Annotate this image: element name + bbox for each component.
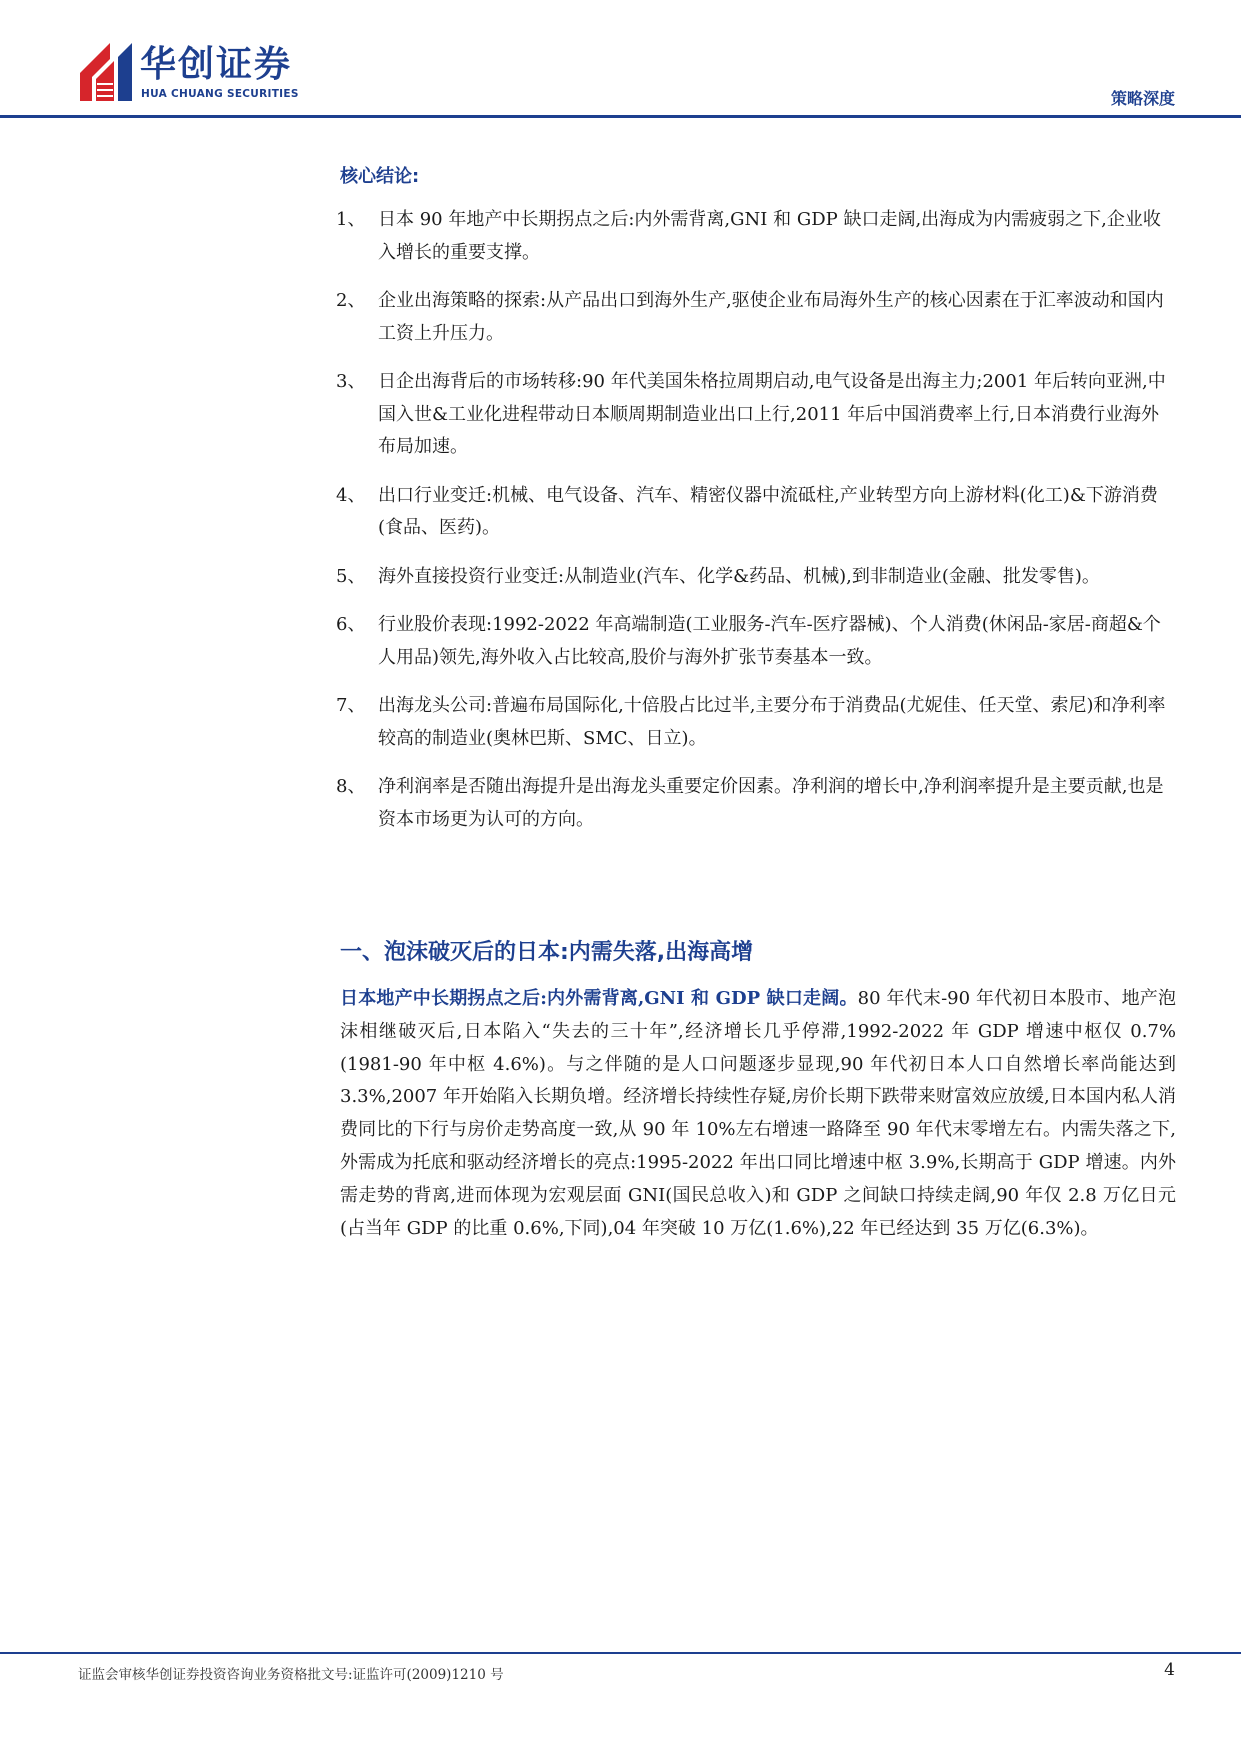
conclusion-item (336, 480, 1176, 545)
conclusion-text: 行业股价表现:1992-2022 年高端制造(工业服务-汽车-医疗器械)、个人消费(休闲品-家居-商超&个人用品)领先,海外收入占比较高,股价与海外扩张节奏基本一致。 (378, 614, 1161, 668)
conclusion-text: 净利润率是否随出海提升是出海龙头重要定价因素。净利润的增长中,净利润率提升是主要贡献,也是资本市场更为认可的方向。 (378, 776, 1164, 830)
conclusion-item (336, 285, 1176, 350)
conclusion-number: 6、 (336, 614, 366, 635)
report-type-label: 策略深度 (1110, 89, 1175, 108)
conclusion-item (336, 561, 1176, 594)
conclusion-number: 8、 (336, 776, 366, 797)
section-heading: 一、泡沫破灭后的日本:内需失落,出海高增 (340, 940, 754, 965)
company-logo-icon (80, 43, 136, 101)
core-conclusions-title: 核心结论: (340, 166, 420, 187)
conclusion-item (336, 204, 1176, 269)
conclusion-number: 3、 (336, 371, 366, 392)
conclusion-number: 5、 (336, 565, 366, 587)
conclusion-item (336, 690, 1176, 755)
conclusion-text: 出口行业变迁:机械、电气设备、汽车、精密仪器中流砥柱,产业转型方向上游材料(化工)&下游消费(食品、医药)。 (378, 484, 1158, 538)
logo-text-cn: 华创证券 (140, 44, 293, 85)
header-divider (0, 115, 1241, 118)
conclusion-item (336, 771, 1176, 836)
logo-text-en: HUA CHUANG SECURITIES (141, 88, 299, 100)
page-header (0, 0, 1241, 120)
core-conclusions-list (336, 204, 1176, 852)
conclusion-item (336, 366, 1176, 464)
page-number: 4 (1164, 1660, 1175, 1680)
paragraph-lead: 日本地产中长期拐点之后:内外需背离,GNI 和 GDP 缺口走阔。 (340, 988, 858, 1009)
conclusion-text: 日企出海背后的市场转移:90 年代美国朱格拉周期启动,电气设备是出海主力;2001 年后转向亚洲,中国入世&工业化进程带动日本顺周期制造业出口上行,2011 年后中国消费率上行,日本消费行业海外布局加速。 (378, 371, 1166, 457)
conclusion-number: 7、 (336, 695, 366, 716)
conclusion-text: 出海龙头公司:普遍布局国际化,十倍股占比过半,主要分布于消费品(尤妮佳、任天堂、索尼)和净利率较高的制造业(奥林巴斯、SMC、日立)。 (378, 695, 1166, 749)
conclusion-text: 日本 90 年地产中长期拐点之后:内外需背离,GNI 和 GDP 缺口走阔,出海成为内需疲弱之下,企业收入增长的重要支撑。 (378, 209, 1161, 263)
license-notice: 证监会审核华创证券投资咨询业务资格批文号:证监许可(2009)1210 号 (78, 1667, 504, 1683)
conclusion-number: 2、 (336, 290, 366, 311)
section-paragraph (340, 983, 1176, 1245)
conclusion-number: 1、 (336, 209, 366, 230)
footer-divider (0, 1652, 1241, 1654)
conclusion-item (336, 609, 1176, 674)
conclusion-text: 海外直接投资行业变迁:从制造业(汽车、化学&药品、机械),到非制造业(金融、批发零售)。 (378, 565, 1100, 587)
conclusion-number: 4、 (336, 484, 366, 506)
paragraph-body: 80 年代末-90 年代初日本股市、地产泡沫相继破灭后,日本陷入“失去的三十年”,经济增长几乎停滞,1992-2022 年 GDP 增速中枢仅 0.7%(1981-90 年中枢 4.6%)。与之伴随的是人口问题逐步显现,90 年代初日本人口自然增长率尚能达到 3.3%,2007 年开始陷入长期负增。经济增长持续性存疑,房价长期下跌带来财富效应放缓,日本国内私人消费同比的下行与房价走势高度一致,从 90 年 10%左右增速一路降至 90 年代末零增左右。内需失落之下,外需成为托底和驱动经济增长的亮点:1995-2022 年出口同比增速中枢 3.9%,长期高于 GDP 增速。内外需走势的背离,进而体现为宏观层面 GNI(国民总收入)和 GDP 之间缺口持续走阔,90 年仅 2.8 万亿日元(占当年 GDP 的比重 0.6%,下同),04 年突破 10 万亿(1.6%),22 年已经达到 35 万亿(6.3%)。 (340, 988, 1176, 1239)
conclusion-text: 企业出海策略的探索:从产品出口到海外生产,驱使企业布局海外生产的核心因素在于汇率波动和国内工资上升压力。 (378, 290, 1164, 344)
